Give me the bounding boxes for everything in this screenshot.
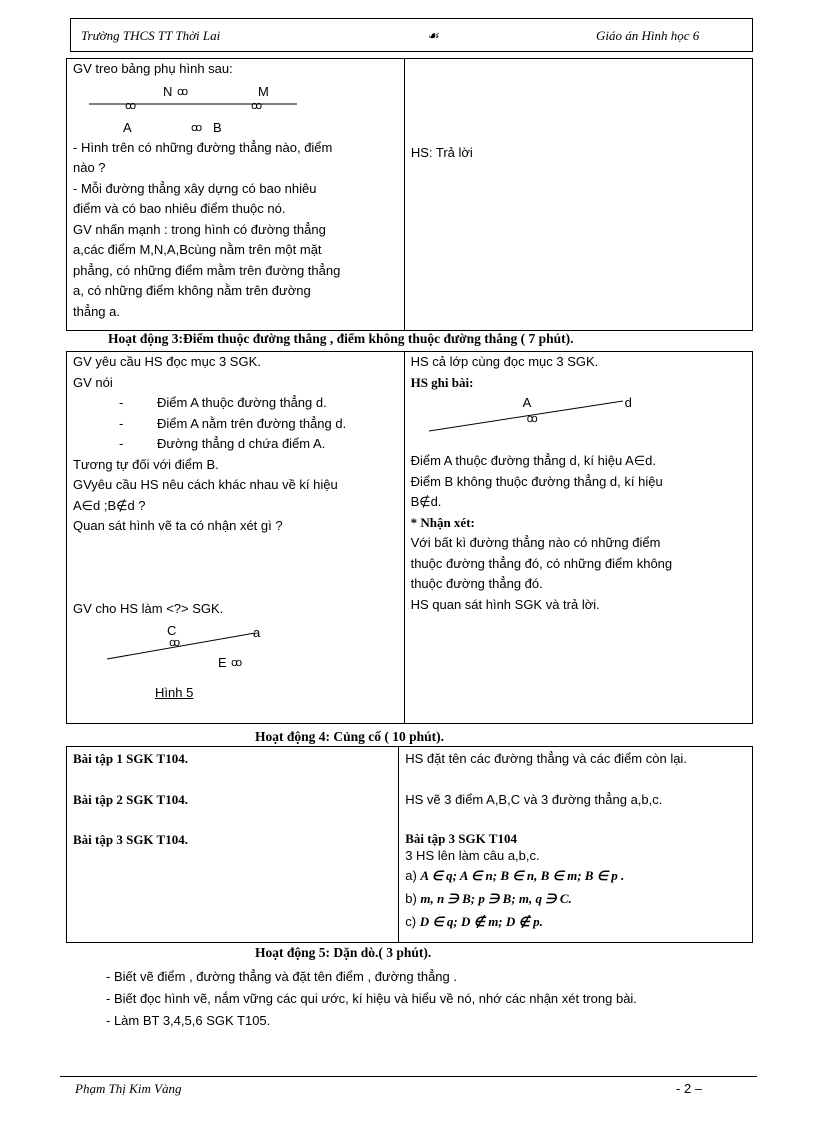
text-line: điểm và có bao nhiêu điểm thuộc nó. [73, 201, 286, 216]
line-a-svg [89, 96, 299, 112]
figure-line-d [411, 393, 746, 451]
text-line: GV cho HS làm <?> SGK. [73, 600, 224, 616]
label-C: C [167, 623, 177, 638]
text-line: thuộc đường thẳng đó, có những điểm không [410, 555, 673, 571]
text-line: 3 HS lên làm câu a,b,c. [405, 848, 540, 863]
section1-intro: GV treo bảng phụ hình sau: [73, 61, 233, 76]
section1-right-cell [404, 59, 752, 331]
figure-caption: Hình 5 [155, 685, 194, 700]
text-line: thuộc đường thẳng đó. [410, 576, 543, 591]
label-B: B [213, 119, 222, 135]
answer-label: b) [405, 891, 417, 906]
label-N: N [163, 83, 173, 99]
text-line: * Nhận xét: [410, 514, 475, 530]
text-line: a,các điểm M,N,A,Bcùng nằm trên một mặt [73, 242, 322, 257]
text-line: HS vẽ 3 điểm A,B,C và 3 đường thẳng a,b,c. [405, 791, 663, 807]
text-line: GV yêu cầu HS đọc mục 3 SGK. [73, 354, 261, 369]
point-mark-icon: ꝏ [231, 657, 242, 669]
page-header [70, 18, 753, 52]
text-line: a, có những điểm không nằm trên đường [73, 283, 311, 298]
point-mark-icon: ꝏ [251, 99, 262, 112]
text-line: GV nói [73, 374, 113, 390]
text-line: - Mỗi đường thẳng xây dựng có bao nhiêu [73, 180, 317, 196]
point-mark-icon: ꝏ [191, 121, 202, 134]
answer-expr: A ∈ q; A ∈ n; B ∈ n, B ∈ m; B ∈ p . [420, 868, 625, 883]
text-line: B∉d. [410, 494, 442, 509]
school-name: Trường THCS TT Thời Lai [81, 28, 221, 43]
text-line: Điểm B không thuộc đường thẳng d, kí hiệu [410, 473, 663, 489]
bullet-item: - Điểm A thuộc đường thẳng d. [119, 395, 327, 410]
exercise-label: Bài tập 1 SGK T104. [73, 751, 188, 766]
text-line: Quan sát hình vẽ ta có nhận xét gì ? [73, 518, 283, 533]
label-E: E [218, 655, 227, 670]
text-line: HS quan sát hình SGK và trả lời. [410, 596, 600, 612]
figure-hinh5 [73, 619, 398, 683]
text-line: nào ? [73, 160, 106, 175]
activity3-right-cell [404, 352, 752, 724]
figure-points-lines [73, 80, 398, 138]
footer-author: Phạm Thị Kim Vàng [75, 1081, 182, 1096]
subject-title: Giáo án Hình học 6 [596, 28, 700, 43]
activity5-heading: Hoạt động 5: Dặn dò.( 3 phút). [255, 945, 432, 960]
text-line: GVyêu cầu HS nêu cách khác nhau về kí hiệu [73, 477, 338, 492]
activity3-heading: Hoạt động 3:Điểm thuộc đường thẳng , điểm không thuộc đường thẳng ( 7 phút). [108, 331, 574, 346]
section1-table [66, 58, 753, 331]
text-line: HS cả lớp cùng đọc mục 3 SGK. [410, 354, 599, 369]
activity3-table [66, 351, 753, 724]
activity4-left-cell [67, 747, 399, 943]
text-line: - Hình trên có những đường thẳng nào, điểm [73, 139, 333, 155]
text-line: Điểm A thuộc đường thẳng d, kí hiệu A∈d. [410, 453, 656, 468]
activity4-right-cell [399, 747, 753, 943]
activity4-heading: Hoạt động 4: Củng cố ( 10 phút). [255, 729, 445, 744]
label-M: M [258, 83, 269, 99]
text-line: A∈d ;B∉d ? [73, 497, 146, 513]
point-mark-icon: ꝏ [177, 85, 188, 98]
exercise-label: Bài tập 2 SGK T104. [73, 791, 188, 807]
bullet-text: Đường thẳng d chứa điểm A. [157, 436, 326, 451]
point-mark-icon: ꝏ [169, 637, 180, 649]
answer-label: a) [405, 868, 417, 883]
text-line: GV nhấn mạnh : trong hình có đường thẳng [73, 221, 326, 237]
footer-rule [60, 1076, 757, 1077]
activity4-table [66, 746, 753, 943]
answer-a [405, 864, 746, 887]
exercise-label: Bài tập 3 SGK T104. [73, 832, 188, 847]
homework-item: - Biết đọc hình vẽ, nắm vững các qui ước, kí hiệu và hiểu về nó, nhớ các nhận xét trong bài. [106, 991, 637, 1006]
label-a: a [253, 625, 261, 640]
answer-b [405, 887, 746, 910]
point-mark-icon: ꝏ [526, 413, 537, 425]
section1-left-cell [67, 59, 405, 331]
text-line: phẳng, có những điểm mằm trên đường thẳng [73, 262, 341, 278]
homework-item: - Làm BT 3,4,5,6 SGK T105. [106, 1013, 271, 1028]
homework-item: - Biết vẽ điểm , đường thẳng và đặt tên điểm , đường thẳng . [106, 969, 457, 984]
text-line: Tương tự đối với điểm B. [73, 456, 219, 472]
bullet-item: - Đường thẳng d chứa điểm A. [119, 436, 326, 451]
activity3-left-cell [67, 352, 405, 724]
answer-c [405, 910, 746, 933]
text-line: Bài tập 3 SGK T104 [405, 831, 517, 846]
text-line: Với bất kì đường thẳng nào có những điểm [410, 535, 661, 550]
text-line: thẳng a. [73, 303, 120, 319]
page-number: - 2 – [676, 1081, 703, 1096]
header-ornament: ☙ [427, 28, 439, 43]
label-A: A [522, 395, 532, 410]
bullet-item: - Điểm A nằm trên đường thẳng d. [119, 415, 347, 431]
point-mark-icon: ꝏ [125, 99, 136, 112]
label-d: d [624, 395, 632, 410]
text-line: HS ghi bài: [410, 374, 474, 390]
answer-expr: m, n ∋ B; p ∋ B; m, q ∋ C. [420, 891, 572, 906]
label-A: A [123, 119, 132, 135]
bullet-text: Điểm A nằm trên đường thẳng d. [157, 415, 347, 431]
answer-label: c) [405, 914, 417, 929]
hs-answer: HS: Trả lời [410, 145, 473, 160]
text-line: HS đặt tên các đường thẳng và các điểm còn lại. [405, 751, 687, 766]
bullet-text: Điểm A thuộc đường thẳng d. [157, 395, 327, 410]
answer-expr: D ∈ q; D ∉ m; D ∉ p. [419, 914, 543, 929]
